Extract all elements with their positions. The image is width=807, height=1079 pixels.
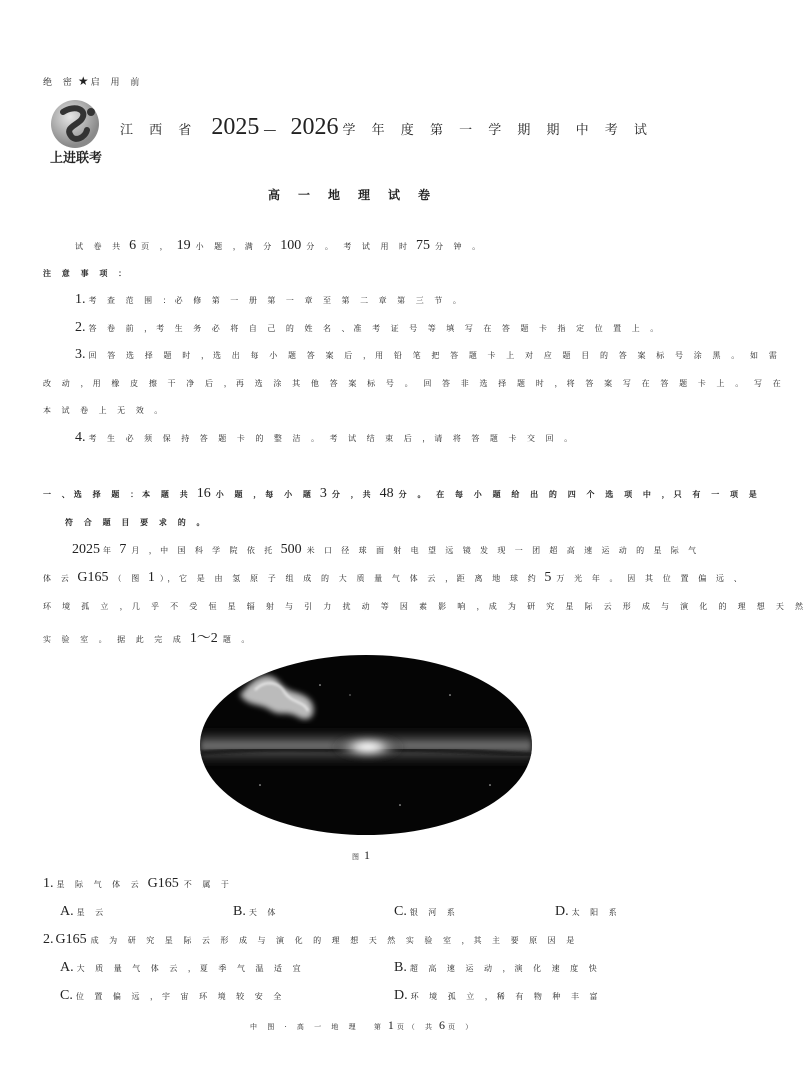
section-heading-line-2: 符 合 题 目 要 求 的 。 [65, 518, 209, 527]
option-key: D. [555, 904, 569, 919]
full-score: 100 [280, 238, 302, 253]
note-number: 2. [75, 320, 86, 335]
note-text: 答 卷 前 ，考 生 务 必 将 自 己 的 姓 名 、准 考 证 号 等 填 写 在 答 题 卡 指 定 位 置 上 。 [88, 324, 663, 333]
exam-name: 学 年 度 第 一 学 期 期 中 考 试 [342, 123, 653, 138]
question-text: 星 际 气 体 云 [56, 880, 143, 889]
passage-line-1 [72, 542, 700, 558]
passage-line-2 [43, 570, 745, 586]
option-key: C. [60, 988, 73, 1003]
option-text: 超 高 速 运 动 ，演 化 速 度 快 [409, 964, 601, 973]
page-count: 6 [129, 238, 137, 253]
section-text: 分 ，共 [331, 490, 375, 499]
passage-text: 万 光 年 。 因 其 位 置 偏 远 、 [556, 574, 746, 583]
year-end: 2026 [290, 114, 339, 140]
option-key: B. [233, 904, 246, 919]
footer-text: 中 图 · 高 一 地 理 [250, 1023, 360, 1031]
passage-text: ），它 是 由 氢 原 子 组 成 的 大 质 量 气 体 云 ，距 离 地 球 约 [159, 574, 540, 583]
caption-number: 1 [364, 848, 370, 862]
note-number: 1. [75, 292, 86, 307]
passage-text: 实 验 室 。 据 此 完 成 [43, 635, 185, 644]
section-text: 小 题 ，每 小 题 [215, 490, 315, 499]
cloud-name: G165 [147, 876, 179, 891]
intro-text: 分 钟 。 [435, 242, 485, 251]
note-2 [75, 320, 662, 336]
q2-option-a[interactable] [60, 960, 305, 976]
option-text: 位 置 偏 远 ，宇 宙 环 境 较 安 全 [75, 992, 286, 1001]
passage-text: 米 口 径 球 面 射 电 望 远 镜 发 现 一 团 超 高 速 运 动 的 星 际 气 [306, 546, 700, 555]
passage-text: 月 ，中 国 科 学 院 依 托 [131, 546, 276, 555]
footer-text: 页 ） [448, 1023, 477, 1031]
option-key: A. [60, 904, 74, 919]
q1-option-c[interactable] [394, 904, 459, 920]
q2-option-d[interactable] [394, 988, 602, 1004]
passage-text: 体 云 [43, 574, 73, 583]
question-text: 成 为 研 究 星 际 云 形 成 与 演 化 的 理 想 天 然 实 验 室 ，其 主 要 原 因 是 [90, 936, 579, 945]
section-heading [43, 486, 761, 502]
confidential-mark [43, 74, 143, 88]
option-text: 大 质 量 气 体 云 ，夏 季 气 温 适 宜 [76, 964, 305, 973]
option-key: B. [394, 960, 407, 975]
passage-text: 年 [103, 546, 115, 555]
note-number: 4. [75, 430, 86, 445]
q2-option-b[interactable] [394, 960, 601, 976]
note-number: 3. [75, 347, 86, 362]
star-icon: ★ [77, 74, 89, 88]
passage-text: 题 。 [222, 635, 254, 644]
passage-year: 2025 [72, 542, 100, 557]
galaxy-image [200, 655, 532, 835]
option-key: A. [60, 960, 74, 975]
question-text: 不 属 于 [183, 880, 233, 889]
intro-text: 试 卷 共 [75, 242, 125, 251]
exam-title [120, 114, 653, 141]
note-3 [75, 347, 781, 363]
year-start: 2025 [211, 114, 260, 140]
option-text: 银 河 系 [409, 908, 459, 917]
cloud-name: G165 [55, 932, 87, 947]
intro-text: 分 。 考 试 用 时 [306, 242, 411, 251]
province: 江 西 省 [120, 123, 198, 138]
exam-minutes: 75 [416, 238, 430, 253]
option-text: 太 阳 系 [571, 908, 621, 917]
intro-text: 小 题 ，满 分 [195, 242, 276, 251]
question-2-stem [43, 932, 578, 948]
figure-ref: 1 [147, 570, 155, 585]
note-text: 考 生 必 须 保 持 答 题 卡 的 整 洁 。 考 试 结 束 后 ，请 将 答 题 卡 交 回 。 [88, 434, 577, 443]
year-dash: — [263, 123, 277, 138]
caption-text: 图 [352, 853, 362, 861]
section-count: 16 [196, 486, 211, 501]
question-number: 2. [43, 932, 54, 947]
question-count: 19 [176, 238, 191, 253]
figure-caption [352, 848, 372, 863]
question-range: 1～2 [189, 631, 218, 646]
option-text: 星 云 [76, 908, 108, 917]
intro-text: 页 ， [141, 242, 172, 251]
logo-icon [45, 98, 107, 166]
section-text: 一 、选 择 题 ：本 题 共 [43, 490, 192, 499]
passage-aperture: 500 [280, 542, 302, 557]
subject-title: 高一地理试卷 [268, 188, 449, 202]
q1-option-b[interactable] [233, 904, 279, 920]
footer-text: 第 [373, 1023, 385, 1031]
cloud-name: G165 [77, 570, 109, 585]
passage-month: 7 [119, 542, 127, 557]
notes-heading: 注 意 事 项 ： [43, 269, 131, 278]
q2-option-c[interactable] [60, 988, 285, 1004]
note-text: 考 查 范 围 ：必 修 第 一 册 第 一 章 至 第 二 章 第 三 节 。 [88, 296, 465, 305]
note-text: 回 答 选 择 题 时 ，选 出 每 小 题 答 案 后 ，用 铅 笔 把 答 题 卡 上 对 应 题 目 的 答 案 标 号 涂 黑 。 如 需 [88, 351, 781, 360]
section-text: 分 。 在 每 小 题 给 出 的 四 个 选 项 中 ，只 有 一 项 是 [398, 490, 761, 499]
intro-line [75, 238, 484, 254]
page-footer [250, 1018, 476, 1033]
note-1 [75, 292, 465, 308]
note-4 [75, 430, 576, 446]
option-key: D. [394, 988, 408, 1003]
footer-text: 页（ 共 [396, 1023, 437, 1031]
option-key: C. [394, 904, 407, 919]
passage-text: （ 图 [113, 574, 143, 583]
q1-option-d[interactable] [555, 904, 621, 920]
distance: 5 [544, 570, 552, 585]
confidential-text-2: 启 用 前 [90, 78, 144, 88]
note-3-line-2: 改 动 ，用 橡 皮 擦 干 净 后 ，再 选 涂 其 他 答 案 标 号 。 回 答 非 选 择 题 时 ，将 答 案 写 在 答 题 卡 上 。 写 在 [43, 379, 785, 388]
option-text: 环 境 孤 立 ，稀 有 物 种 丰 富 [410, 992, 602, 1001]
logo-text: 上进联考 [49, 151, 103, 166]
confidential-text: 绝 密 [43, 78, 76, 88]
passage-line-3: 环 境 孤 立 ，几 乎 不 受 恒 星 辐 射 与 引 力 扰 动 等 因 素 影 响 ，成 为 研 究 星 际 云 形 成 与 演 化 的 理 想 天 然 [43, 602, 807, 611]
page-number: 1 [387, 1018, 394, 1032]
passage-line-4 [43, 627, 253, 647]
option-text: 天 体 [248, 908, 280, 917]
section-each: 3 [319, 486, 327, 501]
question-1-stem [43, 876, 233, 892]
note-3-line-3: 本 试 卷 上 无 效 。 [43, 406, 167, 415]
q1-option-a[interactable] [60, 904, 107, 920]
section-total: 48 [379, 486, 394, 501]
question-number: 1. [43, 876, 54, 891]
page-total: 6 [439, 1018, 446, 1032]
